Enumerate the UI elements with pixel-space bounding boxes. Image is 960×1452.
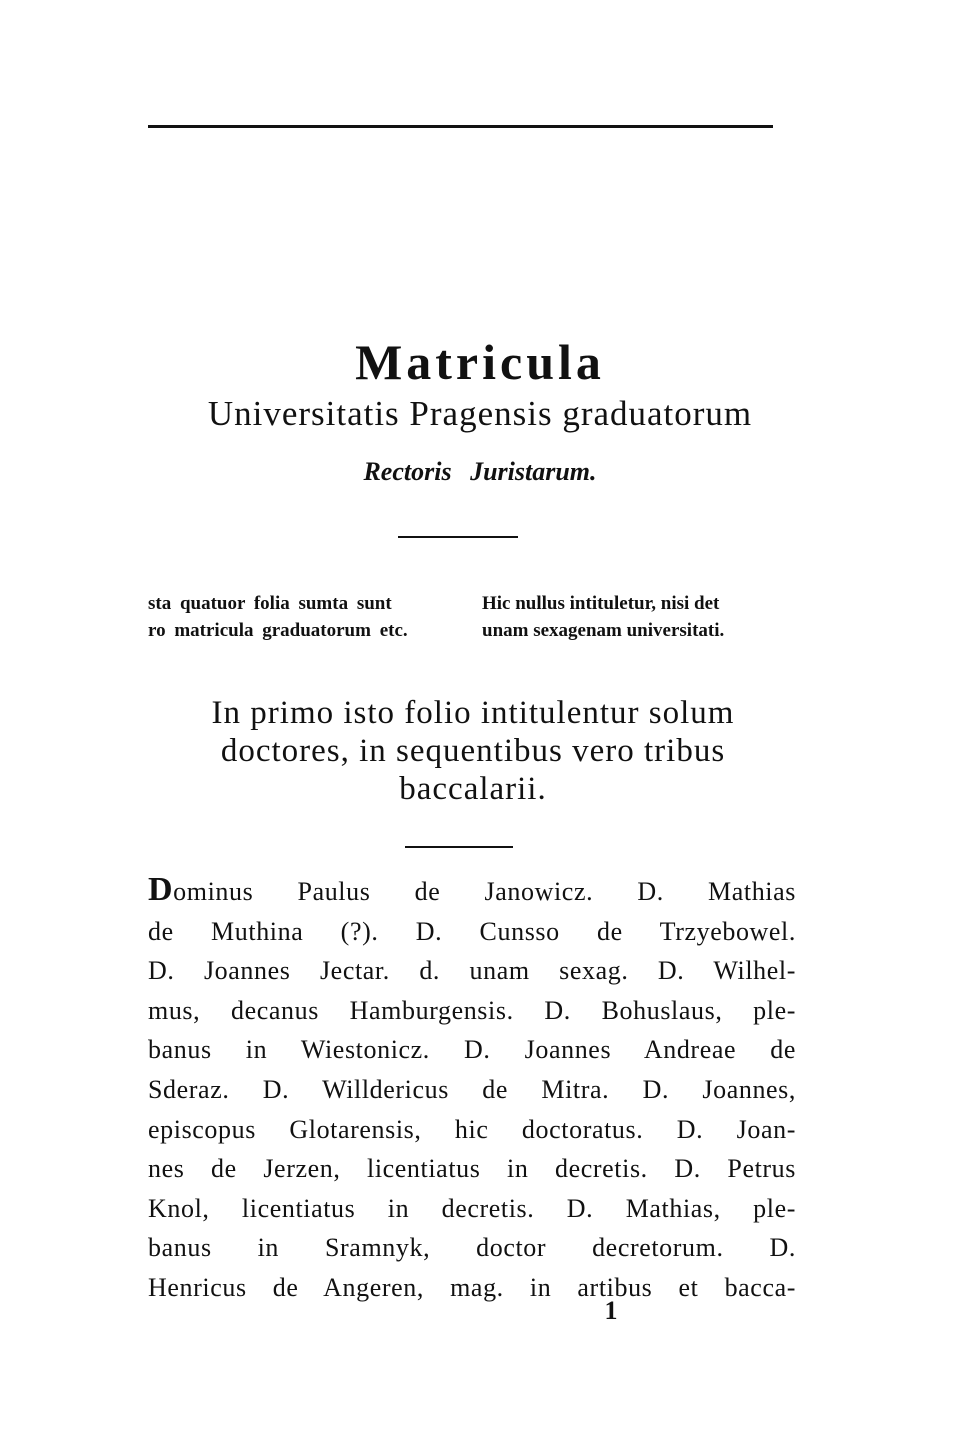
body-line: de Muthina (?). D. Cunsso de Trzyebowel. bbox=[148, 916, 796, 946]
body-line: Henricus de Angeren, mag. in artibus et bacca- bbox=[148, 1272, 796, 1302]
body-line: Knol, licentiatus in decretis. D. Mathias, ple- bbox=[148, 1193, 796, 1223]
note-left-line: ro matricula graduatorum etc. bbox=[148, 620, 408, 641]
note-right-line: unam sexagenam universitati. bbox=[482, 620, 725, 641]
title-divider bbox=[398, 536, 518, 538]
body-line: nes de Jerzen, licentiatus in decretis. D. Petrus bbox=[148, 1154, 796, 1184]
note-right-line: Hic nullus intituletur, nisi det bbox=[482, 593, 720, 614]
section-divider bbox=[405, 846, 513, 848]
note-left-line: sta quatuor folia sumta sunt bbox=[148, 593, 392, 614]
body-first-line-text: ominus Paulus de Janowicz. D. Mathias bbox=[173, 877, 796, 906]
intro-line: doctores, in sequentibus vero tribus bbox=[220, 733, 726, 769]
body-paragraph bbox=[148, 870, 796, 1308]
body-line: banus in Sramnyk, doctor decretorum. D. bbox=[148, 1233, 796, 1263]
body-line: D. Joannes Jectar. d. unam sexag. D. Wilhel- bbox=[148, 956, 796, 986]
intro-line: In primo isto folio intitulentur solum bbox=[211, 695, 735, 731]
top-rule bbox=[148, 125, 773, 128]
body-line: episcopus Glotarensis, hic doctoratus. D. Joan- bbox=[148, 1114, 796, 1144]
note-right bbox=[482, 590, 792, 644]
body-line: banus in Wiestonicz. D. Joannes Andreae de bbox=[148, 1035, 796, 1065]
page-number: 1 bbox=[604, 1296, 618, 1325]
intro-paragraph bbox=[148, 694, 798, 808]
drop-cap: D bbox=[148, 871, 174, 908]
note-left bbox=[148, 590, 488, 644]
intro-line: baccalarii. bbox=[399, 771, 547, 807]
page-title: Matricula bbox=[355, 334, 605, 390]
body-line: mus, decanus Hamburgensis. D. Bohuslaus, ple- bbox=[148, 995, 796, 1025]
body-line bbox=[148, 870, 796, 912]
page-subsubtitle: Rectoris Juristarum. bbox=[363, 457, 597, 486]
body-line: Sderaz. D. Willdericus de Mitra. D. Joannes, bbox=[148, 1074, 796, 1104]
page-subtitle: Universitatis Pragensis graduatorum bbox=[207, 394, 753, 433]
